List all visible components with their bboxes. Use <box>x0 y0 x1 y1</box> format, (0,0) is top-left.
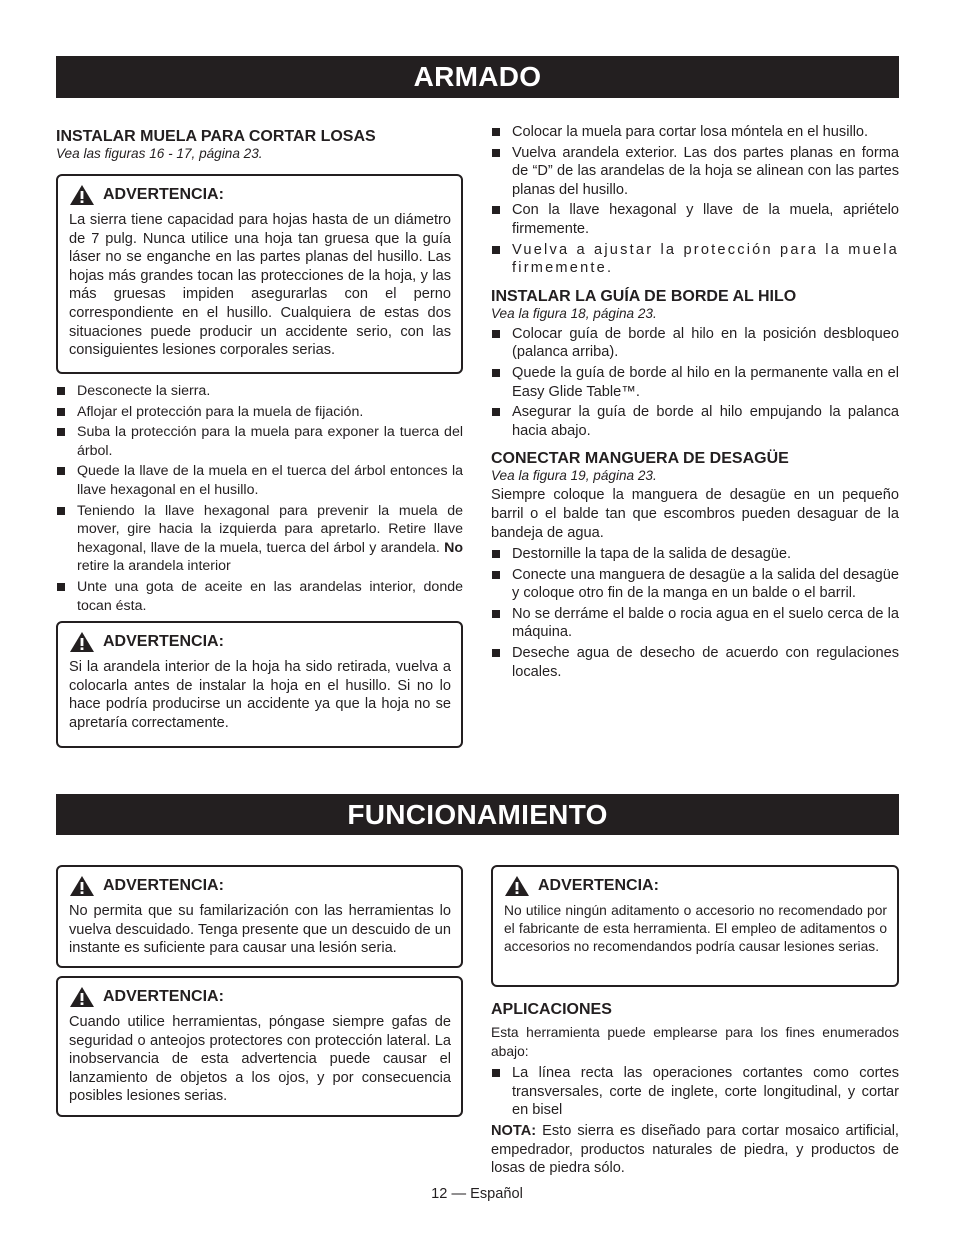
warning-label: ADVERTENCIA: <box>103 987 224 1005</box>
warning-label: ADVERTENCIA: <box>103 632 224 650</box>
warning-triangle-icon <box>69 986 95 1008</box>
list-item: Destornille la tapa de la salida de desagüe. <box>491 545 899 564</box>
warning-box <box>56 174 463 374</box>
list-item: Vuelva arandela exterior. Las dos partes planas en forma de “D” de las arandelas de la hoja se alinean con las partes planas del husillo. <box>491 144 899 200</box>
list-item: Unte una gota de aceite en las arandelas interior, donde tocan ésta. <box>56 578 463 615</box>
warning-text: No utilice ningún aditamento o accesorio no recomendado por el fabricante de esta herramienta. El empleo de aditamentos o accesorios no recomendandos podría causar lesiones serias. <box>504 903 887 954</box>
list-item: Vuelva a ajustar la protección para la muela firmemente. <box>491 241 899 278</box>
page-footer: 12 — Español <box>431 1186 523 1202</box>
armado-left-column <box>56 127 463 748</box>
note: NOTA: Esto sierra es diseñado para cortar mosaico artificial, empedrador, productos naturales de piedra, y productos de losas de piedra sólo. <box>491 1122 899 1177</box>
warning-text: Cuando utilice herramientas, póngase siempre gafas de seguridad o anteojos protectores con protección lateral. La inobservancia de esta advertencia puede causar el lanzamiento de objetos a los ojos, y por consecuencia posibles lesiones serias. <box>69 1014 451 1105</box>
warning-label: ADVERTENCIA: <box>103 876 224 894</box>
section-heading: INSTALAR LA GUÍA DE BORDE AL HILO <box>491 287 797 305</box>
list-item: Con la llave hexagonal y llave de la muela, apriételo firmemente. <box>491 201 899 238</box>
section-heading: INSTALAR MUELA PARA CORTAR LOSAS <box>56 128 376 145</box>
warning-text: Si la arandela interior de la hoja ha sido retirada, vuelva a colocarla antes de instalar la hoja en el husillo. Si no lo hace podría producirse un accidente ya que la hoja no se apretaría correctamente. <box>69 659 451 731</box>
section-heading: APLICACIONES <box>491 1001 612 1018</box>
warning-box <box>56 865 463 968</box>
list-item: Quede la llave de la muela en el tuerca del árbol entonces la llave hexagonal en el husillo. <box>56 462 463 499</box>
steps-list <box>491 545 899 681</box>
section-banner-funcionamiento: FUNCIONAMIENTO <box>56 794 899 835</box>
warning-triangle-icon <box>69 184 95 206</box>
armado-right-column <box>491 123 899 683</box>
note-label: NOTA: <box>491 1122 537 1139</box>
list-item: Teniendo la llave hexagonal para prevenir la muela de mover, gire hacia la izquierda para apretarlo. Retire llave hexagonal, llave de la muela, tuerca del árbol y arandela. No retire la arandela interior <box>56 502 463 576</box>
paragraph: Siempre coloque la manguera de desagüe en un pequeño barril o el balde tan que escombros pueden desaguar de la bandeja de agua. <box>491 487 899 541</box>
emphasis: No <box>444 539 463 556</box>
warning-label: ADVERTENCIA: <box>103 185 224 203</box>
list-item: La línea recta las operaciones cortantes como cortes transversales, corte de inglete, corte longitudinal, y cortar en bisel <box>491 1064 899 1120</box>
list-item: Colocar guía de borde al hilo en la posición desbloqueo (palanca arriba). <box>491 325 899 362</box>
section-heading: CONECTAR MANGUERA DE DESAGÜE <box>491 450 789 468</box>
steps-list <box>491 123 899 278</box>
warning-label: ADVERTENCIA: <box>538 876 659 894</box>
steps-list <box>491 325 899 441</box>
list-item: Quede la guía de borde al hilo en la permanente valla en el Easy Glide Table™. <box>491 364 899 401</box>
list-item: Conecte una manguera de desagüe a la salida del desagüe y coloque otro fin de la manga en un balde o el barril. <box>491 566 899 603</box>
warning-triangle-icon <box>69 875 95 897</box>
warning-triangle-icon <box>69 631 95 653</box>
figure-reference: Vea las figuras 16 - 17, página 23. <box>56 146 263 161</box>
list-item: No se derráme el balde o rocia agua en el suelo cerca de la máquina. <box>491 605 899 642</box>
list-item: Deseche agua de desecho de acuerdo con regulaciones locales. <box>491 644 899 681</box>
list-item: Colocar la muela para cortar losa móntela en el husillo. <box>491 123 899 142</box>
warning-triangle-icon <box>504 875 530 897</box>
list-item: Suba la protección para la muela para exponer la tuerca del árbol. <box>56 423 463 460</box>
steps-list <box>491 1064 899 1120</box>
warning-box <box>56 621 463 748</box>
warning-text: La sierra tiene capacidad para hojas hasta de un diámetro de 7 pulg. Nunca utilice una hoja tan gruesa que la guía láser no se enganche en las partes planas del husillo. Las hojas más grandes tocan las protecciones de la hoja, y las más gruesas impiden asegurarlas con el perno correspondiente en el husillo. Cualquiera de estas dos situaciones puede producir un accidente serio, con las consiguientes lesiones corporales serias. <box>69 212 451 359</box>
figure-reference: Vea la figura 19, página 23. <box>491 468 657 484</box>
steps-list <box>56 382 463 615</box>
warning-text: No permita que su familarización con las herramientas lo vuelva descuidado. Tenga presente que un descuido de un instante es suficiente para causar una lesión seria. <box>69 903 451 957</box>
funcionamiento-right-column <box>491 865 899 1178</box>
list-item: Asegurar la guía de borde al hilo empujando la palanca hacia abajo. <box>491 403 899 440</box>
warning-box <box>491 865 899 987</box>
list-item: Aflojar el protección para la muela de fijación. <box>56 403 463 422</box>
funcionamiento-left-column <box>56 865 463 1117</box>
paragraph: Esta herramienta puede emplearse para los fines enumerados abajo: <box>491 1025 899 1059</box>
section-banner-armado: ARMADO <box>56 56 899 98</box>
list-item: Desconecte la sierra. <box>56 382 463 401</box>
warning-box <box>56 976 463 1117</box>
figure-reference: Vea la figura 18, página 23. <box>491 305 657 321</box>
